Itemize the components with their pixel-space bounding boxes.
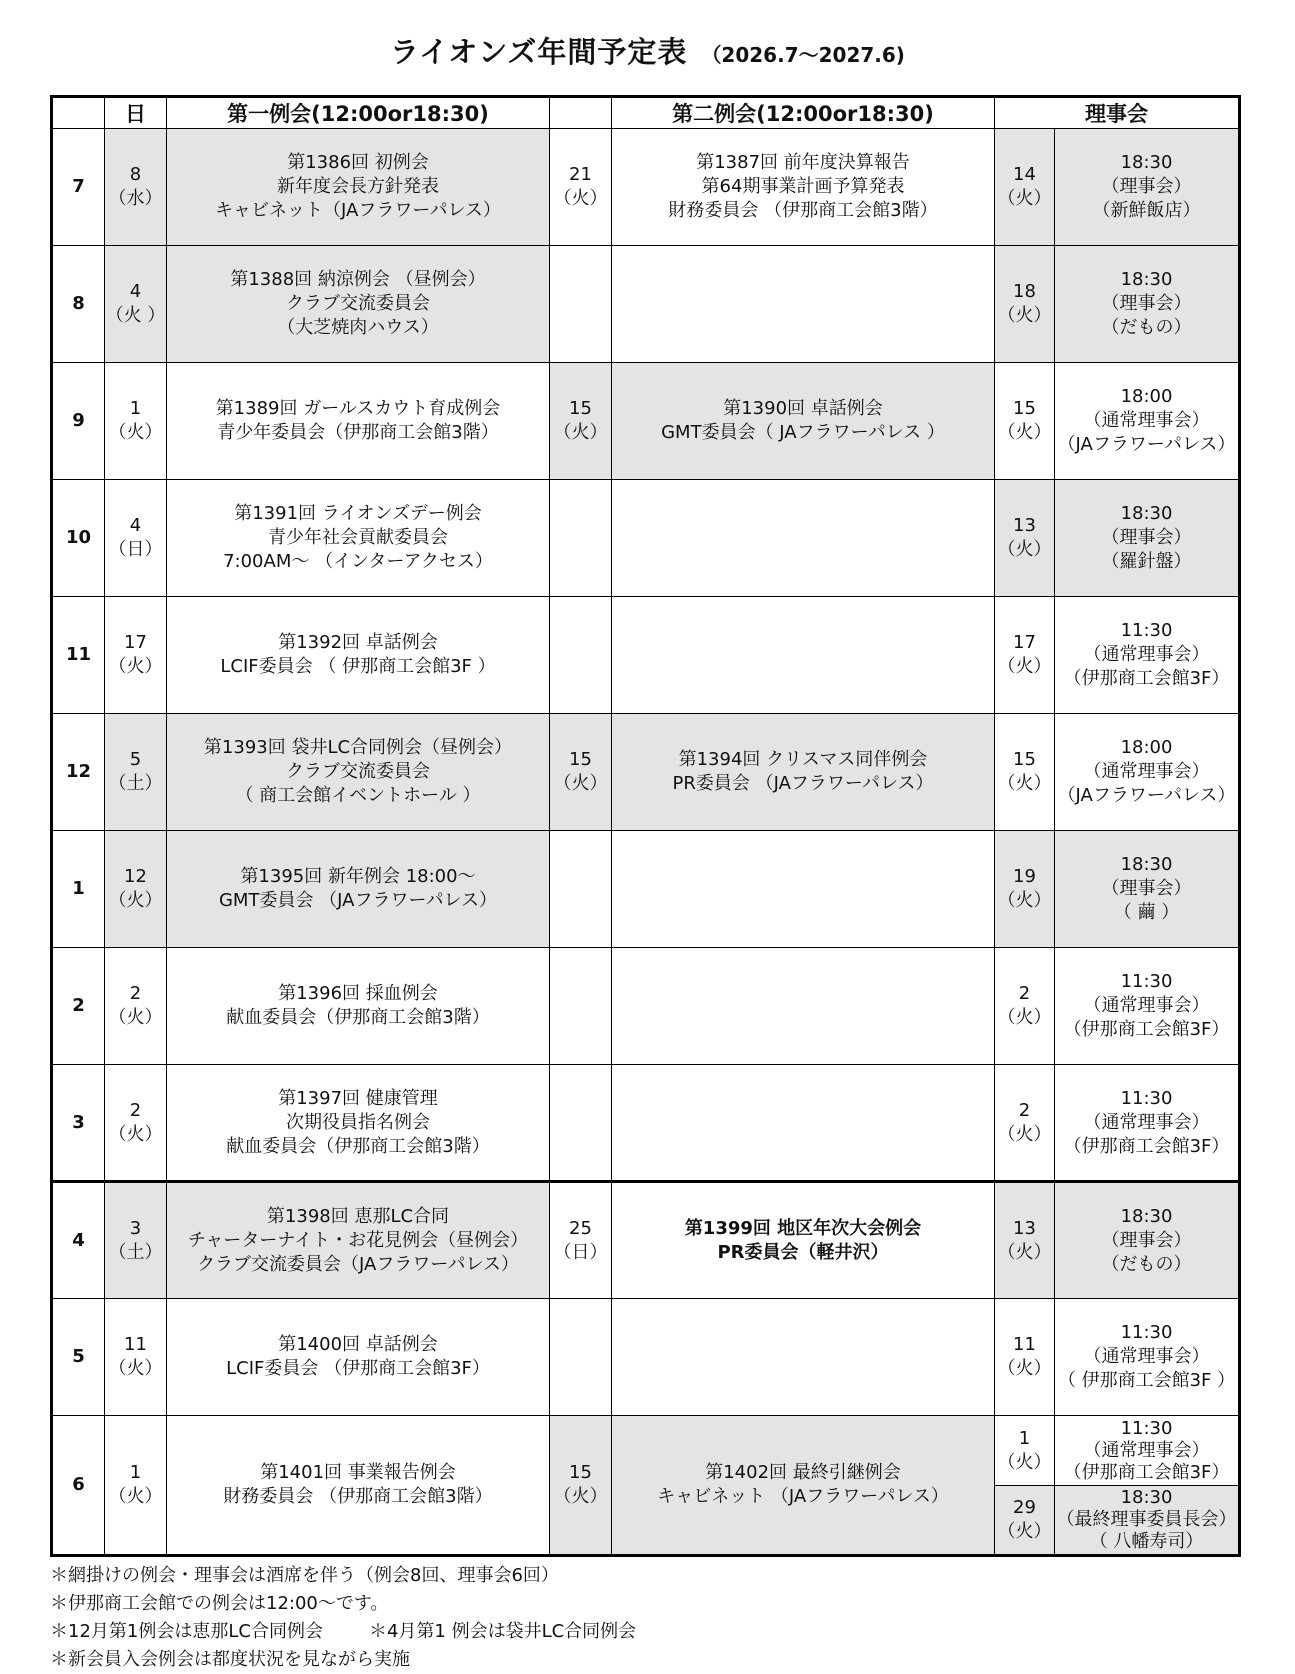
note-line [50, 1618, 1230, 1646]
second-meeting-cell [612, 597, 995, 714]
board-meeting-text: 11:30 （通常理事会） （伊那商工会館3F） [1063, 1417, 1230, 1483]
first-day-text: 17 （火） [108, 632, 163, 677]
first-meeting-cell [167, 363, 550, 480]
header-month [52, 97, 105, 129]
board-meeting-text: 18:00 （通常理事会） （JAフラワーパレス） [1057, 386, 1236, 455]
first-day-text: 4 （火 ） [105, 281, 166, 326]
note-line: ＊伊那商工会館での例会は12:00～です。 [50, 1593, 389, 1614]
header-first-meeting: 第一例会(12:00or18:30) [167, 97, 550, 129]
first-meeting-text: 第1400回 卓話例会 LCIF委員会 （伊那商工会館3F） [226, 1334, 490, 1379]
board-day-text: 2 （火） [997, 1099, 1052, 1145]
first-day-cell [105, 597, 167, 714]
first-day-cell [105, 480, 167, 597]
table-row [52, 1065, 1240, 1182]
table-row [52, 1416, 1240, 1486]
board-meeting-text: 18:30 （理事会） （新鮮飯店） [1092, 152, 1201, 221]
first-meeting-text: 第1393回 袋井LC合同例会（昼例会） クラブ交流委員会 （ 商工会館イベントホール ） [203, 737, 513, 806]
first-day-text: 1 （火） [108, 398, 163, 443]
first-meeting-text: 第1391回 ライオンズデー例会 青少年社会貢献委員会 7:00AM～ （インターアクセス） [223, 503, 493, 572]
second-meeting-text: 第1394回 クリスマス同伴例会 PR委員会 （JAフラワーパレス） [672, 749, 934, 794]
month-cell: 3 [52, 1065, 105, 1182]
board-day-cell-2 [995, 1486, 1055, 1556]
month-cell: 9 [52, 363, 105, 480]
board-day-text: 11 （火） [997, 1334, 1052, 1379]
second-day-cell [550, 1416, 612, 1556]
note-line: ＊新会員入会例会は都度状況を見ながら実施 [50, 1649, 410, 1670]
table-row [52, 129, 1240, 246]
note-line: ＊網掛けの例会・理事会は酒席を伴う（例会8回、理事会6回） [50, 1565, 559, 1586]
second-day-text: 15 （火） [553, 398, 608, 443]
board-meeting-text: 18:30 （理事会） （だもの） [1101, 1205, 1192, 1275]
notes-block [50, 1562, 1230, 1674]
board-meeting-cell [1055, 1416, 1240, 1486]
second-meeting-cell [612, 948, 995, 1065]
board-meeting-text: 18:30 （理事会） （ 繭 ） [1101, 854, 1192, 923]
first-day-cell [105, 714, 167, 831]
second-day-text: 25 （日） [553, 1217, 608, 1263]
board-meeting-cell [1055, 246, 1240, 363]
second-meeting-cell [612, 831, 995, 948]
second-day-cell [550, 597, 612, 714]
table-row [52, 1182, 1240, 1299]
first-day-text: 2 （火） [108, 983, 163, 1028]
first-meeting-cell [167, 1299, 550, 1416]
first-day-text: 2 （火） [108, 1099, 163, 1145]
second-meeting-cell [612, 1182, 995, 1299]
table-row [52, 363, 1240, 480]
second-day-cell [550, 831, 612, 948]
board-meeting-text: 11:30 （通常理事会） （ 伊那商工会館3F ） [1057, 1322, 1236, 1391]
second-day-cell [550, 1182, 612, 1299]
first-meeting-text: 第1396回 採血例会 献血委員会（伊那商工会館3階） [226, 983, 490, 1028]
second-meeting-cell [612, 714, 995, 831]
schedule-table [50, 95, 1241, 1557]
month-cell: 12 [52, 714, 105, 831]
board-day-cell [995, 1416, 1055, 1486]
first-meeting-text: 第1401回 事業報告例会 財務委員会 （伊那商工会館3階） [223, 1462, 493, 1507]
first-day-cell [105, 1416, 167, 1556]
first-day-text: 4 （日） [108, 515, 163, 560]
first-meeting-cell [167, 1065, 550, 1182]
second-day-cell [550, 714, 612, 831]
second-day-cell [550, 480, 612, 597]
header-board: 理事会 [995, 97, 1240, 129]
header-second-meeting: 第二例会(12:00or18:30) [612, 97, 995, 129]
table-row [52, 480, 1240, 597]
first-meeting-text: 第1388回 納涼例会 （昼例会） クラブ交流委員会 （大芝焼肉ハウス） [230, 269, 486, 338]
first-meeting-cell [167, 1182, 550, 1299]
board-day-text: 14 （火） [997, 164, 1052, 209]
first-meeting-text: 第1392回 卓話例会 LCIF委員会 （ 伊那商工会館3F ） [220, 632, 496, 677]
title-block [0, 30, 1295, 71]
month-cell: 2 [52, 948, 105, 1065]
second-meeting-cell [612, 246, 995, 363]
second-meeting-cell [612, 1299, 995, 1416]
board-meeting-text: 11:30 （通常理事会） （伊那商工会館3F） [1063, 971, 1230, 1040]
board-day-text: 18 （火） [997, 281, 1052, 326]
board-meeting-cell [1055, 1065, 1240, 1182]
first-meeting-text: 第1395回 新年例会 18:00～ GMT委員会 （JAフラワーパレス） [218, 866, 498, 911]
month-cell: 8 [52, 246, 105, 363]
first-meeting-cell [167, 480, 550, 597]
board-meeting-cell [1055, 948, 1240, 1065]
second-meeting-text: 第1390回 卓話例会 GMT委員会（ JAフラワーパレス ） [661, 398, 945, 443]
first-meeting-cell [167, 831, 550, 948]
first-day-cell [105, 246, 167, 363]
first-meeting-text: 第1398回 恵那LC合同 チャーターナイト・お花見例会（昼例会） クラブ交流委員会（JAフラワーパレス） [187, 1205, 529, 1275]
board-meeting-cell [1055, 129, 1240, 246]
first-day-cell [105, 831, 167, 948]
board-meeting-cell [1055, 363, 1240, 480]
header-row [52, 97, 1240, 129]
first-day-cell [105, 1065, 167, 1182]
second-meeting-cell [612, 480, 995, 597]
board-day-cell [995, 948, 1055, 1065]
board-meeting-text: 11:30 （通常理事会） （伊那商工会館3F） [1063, 620, 1230, 689]
board-day-text: 15 （火） [997, 398, 1052, 443]
note-text: ＊4月第1 例会は袋井LC合同例会 [368, 1621, 637, 1642]
board-day-cell [995, 1065, 1055, 1182]
board-day-cell [995, 1299, 1055, 1416]
first-day-cell: 8 （水） [105, 129, 167, 246]
first-meeting-text: 第1389回 ガールスカウト育成例会 青少年委員会（伊那商工会館3階） [215, 398, 501, 443]
board-meeting-cell [1055, 714, 1240, 831]
board-day-text: 2 （火） [997, 983, 1052, 1028]
board-day-cell [995, 714, 1055, 831]
table-row [52, 714, 1240, 831]
board-meeting-text: 18:30 （理事会） （だもの） [1101, 269, 1192, 338]
second-meeting-cell [612, 363, 995, 480]
month-cell: 1 [52, 831, 105, 948]
month-cell: 11 [52, 597, 105, 714]
second-day-cell [550, 948, 612, 1065]
first-meeting-cell [167, 948, 550, 1065]
board-day-text: 17 （火） [997, 632, 1052, 677]
first-meeting-text: 第1397回 健康管理 次期役員指名例会 献血委員会（伊那商工会館3階） [226, 1087, 490, 1157]
second-day-cell [550, 363, 612, 480]
month-cell: 7 [52, 129, 105, 246]
second-day-text: 15 （火） [553, 1462, 608, 1507]
first-meeting-text: 第1386回 初例会 新年度会長方針発表 キャビネット（JAフラワーパレス） [215, 152, 501, 221]
board-meeting-text-2: 18:30 （最終理事委員長会） （ 八幡寿司） [1056, 1487, 1237, 1552]
second-meeting-cell [612, 1065, 995, 1182]
first-day-cell [105, 1299, 167, 1416]
second-meeting-text: 第1402回 最終引継例会 キャビネット （JAフラワーパレス） [657, 1462, 949, 1507]
second-day-cell [550, 129, 612, 246]
first-day-text: 5 （土） [108, 749, 163, 794]
board-day-cell [995, 480, 1055, 597]
second-meeting-cell [612, 129, 995, 246]
page-title: ライオンズ年間予定表 [390, 35, 688, 69]
month-cell: 4 [52, 1182, 105, 1299]
board-day-cell [995, 129, 1055, 246]
month-cell: 6 [52, 1416, 105, 1556]
header-second-day [550, 97, 612, 129]
table-row [52, 831, 1240, 948]
board-meeting-cell [1055, 831, 1240, 948]
board-day-cell [995, 363, 1055, 480]
table-row [52, 948, 1240, 1065]
page-period: （2026.7～2027.6) [701, 43, 905, 67]
note-text: ＊12月第1例会は恵那LC合同例会 [50, 1621, 323, 1642]
month-cell: 5 [52, 1299, 105, 1416]
first-day-text: 12 （火） [108, 866, 163, 911]
second-meeting-text: 第1399回 地区年次大会例会 PR委員会（軽井沢） [684, 1217, 922, 1263]
first-meeting-cell [167, 1416, 550, 1556]
board-day-text: 1 （火） [997, 1427, 1052, 1473]
second-day-text: 21 （火） [553, 164, 608, 209]
table-row [52, 246, 1240, 363]
board-day-text-2: 29 （火） [997, 1497, 1052, 1542]
board-day-cell [995, 246, 1055, 363]
board-day-text: 13 （火） [997, 515, 1052, 560]
first-meeting-cell [167, 597, 550, 714]
board-meeting-cell [1055, 480, 1240, 597]
board-meeting-text: 11:30 （通常理事会） （伊那商工会館3F） [1063, 1087, 1230, 1157]
first-meeting-cell [167, 246, 550, 363]
board-day-cell [995, 597, 1055, 714]
board-meeting-cell [1055, 1299, 1240, 1416]
board-meeting-cell [1055, 1182, 1240, 1299]
first-meeting-cell [167, 129, 550, 246]
first-day-text: 11 （火） [108, 1334, 163, 1379]
second-day-cell [550, 246, 612, 363]
first-day-text: 1 （火） [108, 1462, 163, 1507]
header-day: 日 [105, 97, 167, 129]
board-meeting-text: 18:00 （通常理事会） （JAフラワーパレス） [1057, 737, 1236, 806]
second-day-cell [550, 1065, 612, 1182]
table-row [52, 597, 1240, 714]
first-day-text: 3 （土） [108, 1217, 163, 1263]
second-day-cell [550, 1299, 612, 1416]
board-day-cell [995, 1182, 1055, 1299]
table-row [52, 1299, 1240, 1416]
first-day-cell [105, 1182, 167, 1299]
first-day-cell [105, 948, 167, 1065]
board-meeting-text: 18:30 （理事会） （羅針盤） [1101, 503, 1192, 572]
second-meeting-cell [612, 1416, 995, 1556]
second-day-text: 15 （火） [553, 749, 608, 794]
first-meeting-cell [167, 714, 550, 831]
board-day-cell [995, 831, 1055, 948]
board-meeting-cell-2 [1055, 1486, 1240, 1556]
first-day-cell [105, 363, 167, 480]
second-meeting-text: 第1387回 前年度決算報告 第64期事業計画予算発表 財務委員会 （伊那商工会館3階） [668, 152, 938, 221]
board-day-text: 13 （火） [997, 1217, 1052, 1263]
board-meeting-cell [1055, 597, 1240, 714]
month-cell: 10 [52, 480, 105, 597]
board-day-text: 15 （火） [997, 749, 1052, 794]
board-day-text: 19 （火） [997, 866, 1052, 911]
